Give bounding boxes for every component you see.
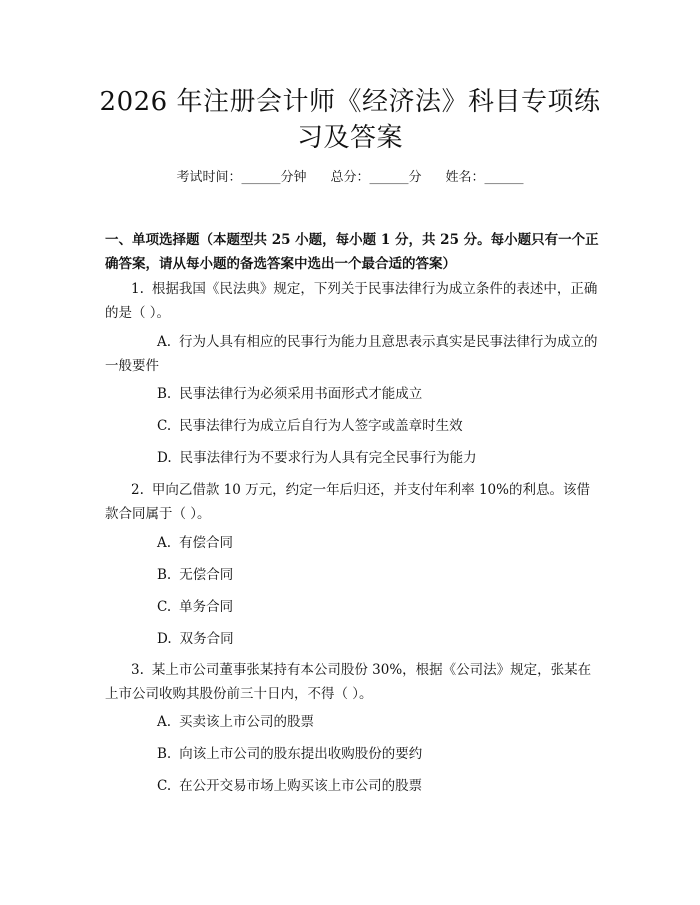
option-letter: D. — [157, 631, 172, 647]
question-1-option-a — [105, 330, 600, 378]
option-letter: B. — [157, 567, 172, 583]
question-number: 1. — [131, 281, 144, 297]
option-text: 向该上市公司的股东提出收购股份的要约 — [179, 746, 423, 762]
question-1-option-c — [105, 414, 600, 438]
option-text: 行为人具有相应的民事行为能力且意思表示真实是民事法律行为成立的一般要件 — [105, 334, 598, 374]
question-2-option-d — [105, 627, 600, 651]
question-2-option-b — [105, 563, 600, 587]
option-letter: C. — [157, 778, 172, 794]
question-text: 某上市公司董事张某持有本公司股份 30%，根据《公司法》规定，张某在上市公司收购其股份前三十日内，不得（ ）。 — [105, 662, 592, 702]
option-text: 民事法律行为必须采用书面形式才能成立 — [179, 386, 423, 402]
question-3-option-a — [105, 710, 600, 734]
question-3-option-c — [105, 774, 600, 798]
option-text: 买卖该上市公司的股票 — [179, 714, 315, 730]
option-letter: A. — [157, 535, 172, 551]
option-letter: C. — [157, 418, 172, 434]
exam-info-line — [0, 169, 700, 187]
option-letter: B. — [157, 386, 172, 402]
option-letter: C. — [157, 599, 172, 615]
option-letter: D. — [157, 450, 172, 466]
option-text: 双务合同 — [179, 631, 234, 647]
option-letter: A. — [157, 714, 172, 730]
question-text: 根据我国《民法典》规定，下列关于民事法律行为成立条件的表述中，正确的是（ ）。 — [105, 281, 598, 321]
question-2-option-a — [105, 531, 600, 555]
option-letter: B. — [157, 746, 172, 762]
option-text: 民事法律行为成立后自行为人签字或盖章时生效 — [179, 418, 463, 434]
option-text: 民事法律行为不要求行为人具有完全民事行为能力 — [179, 450, 477, 466]
option-text: 单务合同 — [179, 599, 234, 615]
question-text: 甲向乙借款 10 万元，约定一年后归还，并支付年利率 10%的利息。该借款合同属于（ ）。 — [105, 482, 590, 522]
section-heading: 一、单项选择题（本题型共 25 小题，每小题 1 分，共 25 分。每小题只有一个正确答案，请从每小题的备选答案中选出一个最合适的答案） — [105, 232, 599, 272]
exam-time-label: 考试时间：______分钟 — [176, 170, 307, 185]
total-score-label: 总分：______分 — [330, 170, 422, 185]
option-text: 在公开交易市场上购买该上市公司的股票 — [179, 778, 423, 794]
question-number: 3. — [131, 662, 144, 678]
question-1-option-b — [105, 382, 600, 406]
question-2-stem — [105, 478, 600, 526]
option-text: 无偿合同 — [179, 567, 234, 583]
question-1-stem — [105, 277, 600, 325]
question-3-stem — [105, 658, 600, 706]
option-letter: A. — [157, 334, 172, 350]
question-2-option-c — [105, 595, 600, 619]
question-1-option-d — [105, 446, 600, 470]
name-label: 姓名：______ — [445, 170, 524, 185]
option-text: 有偿合同 — [179, 535, 234, 551]
question-number: 2. — [131, 482, 144, 498]
document-title: 2026 年注册会计师《经济法》科目专项练习及答案 — [99, 87, 601, 153]
question-3-option-b — [105, 742, 600, 766]
